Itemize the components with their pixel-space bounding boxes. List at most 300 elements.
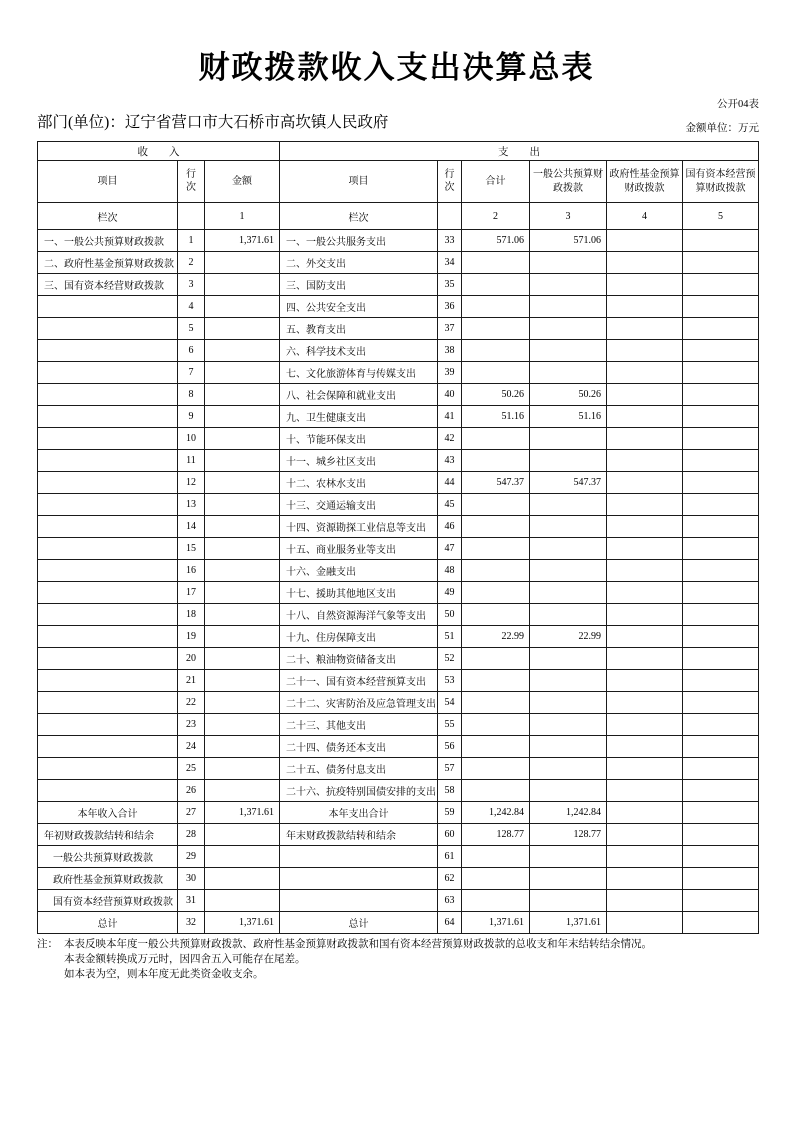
expense-state-capital-cell <box>683 494 759 516</box>
income-row-no-cell: 12 <box>178 472 205 494</box>
department-label: 部门(单位)： <box>37 114 125 131</box>
income-row-no-cell: 9 <box>178 406 205 428</box>
income-item-cell <box>38 780 178 802</box>
expense-row-no-cell: 33 <box>438 230 462 252</box>
expense-item-cell: 八、社会保障和就业支出 <box>280 384 438 406</box>
income-amount-cell: 1,371.61 <box>205 230 280 252</box>
expense-row-no-cell: 47 <box>438 538 462 560</box>
expense-row-no-cell: 34 <box>438 252 462 274</box>
expense-total-cell <box>462 780 530 802</box>
expense-gov-fund-cell <box>607 362 683 384</box>
expense-general-cell: 51.16 <box>530 406 607 428</box>
expense-gov-fund-cell <box>607 538 683 560</box>
income-row-no-cell: 21 <box>178 670 205 692</box>
expense-item-cell: 十七、援助其他地区支出 <box>280 582 438 604</box>
column-header-row <box>38 161 759 203</box>
expense-state-capital-cell <box>683 296 759 318</box>
index-gov-fund: 4 <box>607 203 683 230</box>
expense-state-capital-cell <box>683 582 759 604</box>
expense-general-cell: 571.06 <box>530 230 607 252</box>
expense-total-cell <box>462 736 530 758</box>
income-row-no-cell: 15 <box>178 538 205 560</box>
income-row-no-cell: 18 <box>178 604 205 626</box>
expense-row-no-cell: 48 <box>438 560 462 582</box>
expense-section-header: 支 出 <box>280 142 759 161</box>
index-state-capital: 5 <box>683 203 759 230</box>
income-amount-cell: 1,371.61 <box>205 912 280 934</box>
expense-item-cell: 十三、交通运输支出 <box>280 494 438 516</box>
income-row-no-cell: 5 <box>178 318 205 340</box>
footnote-text: 本表反映本年度一般公共预算财政拨款、政府性基金预算财政拨款和国有资本经营预算财政拨款的总收支和年末结转结余情况。 <box>64 939 652 950</box>
expense-item-cell: 十、节能环保支出 <box>280 428 438 450</box>
income-amount-cell <box>205 604 280 626</box>
expense-general-cell <box>530 450 607 472</box>
expense-general-cell: 1,242.84 <box>530 802 607 824</box>
page-title: 财政拨款收入支出决算总表 <box>198 50 595 86</box>
table-row <box>38 780 759 802</box>
expense-item-cell: 二十六、抗疫特别国债安排的支出 <box>280 780 438 802</box>
footnotes <box>37 937 763 982</box>
col-header-general-budget: 一般公共预算财政拨款 <box>530 161 607 203</box>
expense-gov-fund-cell <box>607 230 683 252</box>
income-amount-cell <box>205 670 280 692</box>
income-row-no-cell: 16 <box>178 560 205 582</box>
column-index-row <box>38 203 759 230</box>
income-amount-cell <box>205 582 280 604</box>
income-row-no-cell: 11 <box>178 450 205 472</box>
expense-state-capital-cell <box>683 846 759 868</box>
table-body <box>38 230 759 934</box>
department-line <box>37 110 388 132</box>
expense-gov-fund-cell <box>607 736 683 758</box>
table-row <box>38 648 759 670</box>
expense-general-cell: 50.26 <box>530 384 607 406</box>
expense-state-capital-cell <box>683 340 759 362</box>
expense-row-no-cell: 61 <box>438 846 462 868</box>
income-row-no-cell: 31 <box>178 890 205 912</box>
expense-total-cell <box>462 340 530 362</box>
footnote-line: 如本表为空，则本年度无此类资金收支余。 <box>64 969 264 980</box>
expense-gov-fund-cell <box>607 626 683 648</box>
expense-total-cell <box>462 274 530 296</box>
expense-gov-fund-cell <box>607 384 683 406</box>
expense-total-cell: 1,371.61 <box>462 912 530 934</box>
income-row-no-cell: 7 <box>178 362 205 384</box>
income-item-cell <box>38 516 178 538</box>
expense-row-no-cell: 42 <box>438 428 462 450</box>
col-header-gov-fund-budget: 政府性基金预算财政拨款 <box>607 161 683 203</box>
income-row-no-cell: 3 <box>178 274 205 296</box>
expense-state-capital-cell <box>683 912 759 934</box>
table-row <box>38 912 759 934</box>
table-row <box>38 252 759 274</box>
income-row-no-cell: 28 <box>178 824 205 846</box>
income-item-cell <box>38 582 178 604</box>
income-amount-cell <box>205 538 280 560</box>
expense-total-cell <box>462 670 530 692</box>
table-row <box>38 384 759 406</box>
income-row-no-cell: 22 <box>178 692 205 714</box>
expense-row-no-cell: 55 <box>438 714 462 736</box>
expense-row-no-cell: 58 <box>438 780 462 802</box>
table-row <box>38 274 759 296</box>
income-item-cell <box>38 670 178 692</box>
income-amount-cell <box>205 406 280 428</box>
table-row <box>38 714 759 736</box>
expense-general-cell: 22.99 <box>530 626 607 648</box>
expense-gov-fund-cell <box>607 296 683 318</box>
expense-gov-fund-cell <box>607 714 683 736</box>
income-amount-cell <box>205 890 280 912</box>
income-amount-cell <box>205 362 280 384</box>
income-item-cell <box>38 384 178 406</box>
income-item-cell <box>38 560 178 582</box>
expense-item-cell: 七、文化旅游体育与传媒支出 <box>280 362 438 384</box>
income-amount-cell <box>205 758 280 780</box>
expense-item-cell: 二、外交支出 <box>280 252 438 274</box>
expense-total-cell <box>462 648 530 670</box>
expense-item-cell: 总计 <box>280 912 438 934</box>
expense-general-cell <box>530 516 607 538</box>
expense-item-cell: 本年支出合计 <box>280 802 438 824</box>
expense-gov-fund-cell <box>607 824 683 846</box>
table-row <box>38 736 759 758</box>
expense-item-cell <box>280 890 438 912</box>
expense-total-cell <box>462 868 530 890</box>
expense-item-cell: 十二、农林水支出 <box>280 472 438 494</box>
expense-total-cell: 51.16 <box>462 406 530 428</box>
expense-state-capital-cell <box>683 274 759 296</box>
expense-item-cell: 二十二、灾害防治及应急管理支出 <box>280 692 438 714</box>
table-row <box>38 626 759 648</box>
income-row-no-cell: 20 <box>178 648 205 670</box>
table-row <box>38 846 759 868</box>
expense-row-no-cell: 54 <box>438 692 462 714</box>
expense-item-cell: 年末财政拨款结转和结余 <box>280 824 438 846</box>
expense-row-no-cell: 57 <box>438 758 462 780</box>
fiscal-table <box>37 141 759 934</box>
income-section-header: 收 入 <box>38 142 280 161</box>
income-row-no-cell: 14 <box>178 516 205 538</box>
expense-gov-fund-cell <box>607 340 683 362</box>
income-item-cell: 二、政府性基金预算财政拨款 <box>38 252 178 274</box>
table-row <box>38 824 759 846</box>
income-item-cell <box>38 340 178 362</box>
expense-gov-fund-cell <box>607 912 683 934</box>
income-item-cell <box>38 648 178 670</box>
table-row <box>38 890 759 912</box>
income-item-cell: 政府性基金预算财政拨款 <box>38 868 178 890</box>
income-item-cell <box>38 318 178 340</box>
table-row <box>38 868 759 890</box>
income-amount-cell <box>205 560 280 582</box>
col-header-income-row-no: 行次 <box>178 161 205 203</box>
expense-general-cell <box>530 362 607 384</box>
department-name: 辽宁省营口市大石桥市高坎镇人民政府 <box>124 114 389 131</box>
income-row-no-cell: 30 <box>178 868 205 890</box>
expense-state-capital-cell <box>683 670 759 692</box>
income-item-cell <box>38 758 178 780</box>
expense-general-cell <box>530 648 607 670</box>
expense-general-cell <box>530 736 607 758</box>
expense-item-cell: 二十四、债务还本支出 <box>280 736 438 758</box>
income-item-cell <box>38 296 178 318</box>
col-header-expense-row-no: 行次 <box>438 161 462 203</box>
expense-state-capital-cell <box>683 472 759 494</box>
table-row <box>38 538 759 560</box>
expense-gov-fund-cell <box>607 428 683 450</box>
income-amount-cell <box>205 274 280 296</box>
expense-gov-fund-cell <box>607 692 683 714</box>
table-row <box>38 450 759 472</box>
expense-total-cell <box>462 428 530 450</box>
income-item-cell <box>38 362 178 384</box>
income-row-no-cell: 25 <box>178 758 205 780</box>
table-row <box>38 296 759 318</box>
expense-item-cell: 十四、资源勘探工业信息等支出 <box>280 516 438 538</box>
index-general: 3 <box>530 203 607 230</box>
expense-row-no-cell: 43 <box>438 450 462 472</box>
expense-total-cell <box>462 538 530 560</box>
expense-state-capital-cell <box>683 428 759 450</box>
table-row <box>38 318 759 340</box>
expense-general-cell <box>530 714 607 736</box>
expense-state-capital-cell <box>683 318 759 340</box>
income-amount-cell <box>205 428 280 450</box>
income-item-cell <box>38 472 178 494</box>
col-header-expense-item: 项目 <box>280 161 438 203</box>
income-row-no-cell: 27 <box>178 802 205 824</box>
expense-gov-fund-cell <box>607 868 683 890</box>
expense-total-cell <box>462 296 530 318</box>
income-amount-cell <box>205 736 280 758</box>
expense-general-cell: 547.37 <box>530 472 607 494</box>
expense-gov-fund-cell <box>607 252 683 274</box>
expense-gov-fund-cell <box>607 318 683 340</box>
expense-row-no-cell: 62 <box>438 868 462 890</box>
expense-state-capital-cell <box>683 626 759 648</box>
expense-state-capital-cell <box>683 604 759 626</box>
expense-total-cell <box>462 560 530 582</box>
expense-item-cell <box>280 868 438 890</box>
table-row <box>38 494 759 516</box>
expense-row-no-cell: 52 <box>438 648 462 670</box>
expense-item-cell: 一、一般公共服务支出 <box>280 230 438 252</box>
expense-state-capital-cell <box>683 450 759 472</box>
expense-row-no-cell: 39 <box>438 362 462 384</box>
expense-gov-fund-cell <box>607 780 683 802</box>
income-amount-cell <box>205 252 280 274</box>
expense-gov-fund-cell <box>607 670 683 692</box>
index-cell <box>438 203 462 230</box>
expense-item-cell: 二十一、国有资本经营预算支出 <box>280 670 438 692</box>
expense-state-capital-cell <box>683 758 759 780</box>
expense-total-cell <box>462 714 530 736</box>
index-cell <box>178 203 205 230</box>
expense-total-cell <box>462 318 530 340</box>
expense-gov-fund-cell <box>607 802 683 824</box>
expense-state-capital-cell <box>683 406 759 428</box>
table-row <box>38 758 759 780</box>
expense-state-capital-cell <box>683 736 759 758</box>
expense-general-cell <box>530 692 607 714</box>
table-row <box>38 516 759 538</box>
expense-state-capital-cell <box>683 516 759 538</box>
expense-general-cell <box>530 428 607 450</box>
expense-general-cell <box>530 538 607 560</box>
expense-row-no-cell: 35 <box>438 274 462 296</box>
expense-row-no-cell: 59 <box>438 802 462 824</box>
expense-gov-fund-cell <box>607 472 683 494</box>
income-amount-cell <box>205 868 280 890</box>
income-row-no-cell: 2 <box>178 252 205 274</box>
expense-total-cell: 50.26 <box>462 384 530 406</box>
expense-item-cell <box>280 846 438 868</box>
expense-gov-fund-cell <box>607 516 683 538</box>
income-amount-cell <box>205 450 280 472</box>
income-row-no-cell: 29 <box>178 846 205 868</box>
expense-general-cell <box>530 670 607 692</box>
index-income-label: 栏次 <box>38 203 178 230</box>
income-amount-cell <box>205 846 280 868</box>
expense-gov-fund-cell <box>607 450 683 472</box>
income-row-no-cell: 19 <box>178 626 205 648</box>
income-amount-cell <box>205 824 280 846</box>
expense-general-cell: 1,371.61 <box>530 912 607 934</box>
income-item-cell: 年初财政拨款结转和结余 <box>38 824 178 846</box>
expense-row-no-cell: 63 <box>438 890 462 912</box>
expense-row-no-cell: 36 <box>438 296 462 318</box>
expense-general-cell <box>530 274 607 296</box>
expense-general-cell <box>530 604 607 626</box>
table-row <box>38 428 759 450</box>
expense-total-cell <box>462 582 530 604</box>
expense-state-capital-cell <box>683 560 759 582</box>
expense-state-capital-cell <box>683 802 759 824</box>
expense-gov-fund-cell <box>607 648 683 670</box>
income-item-cell: 三、国有资本经营财政拨款 <box>38 274 178 296</box>
expense-item-cell: 十九、住房保障支出 <box>280 626 438 648</box>
col-header-income-amount: 金额 <box>205 161 280 203</box>
expense-item-cell: 十六、金融支出 <box>280 560 438 582</box>
income-item-cell <box>38 714 178 736</box>
expense-general-cell <box>530 560 607 582</box>
expense-state-capital-cell <box>683 868 759 890</box>
expense-row-no-cell: 37 <box>438 318 462 340</box>
expense-gov-fund-cell <box>607 846 683 868</box>
income-row-no-cell: 17 <box>178 582 205 604</box>
expense-state-capital-cell <box>683 692 759 714</box>
expense-row-no-cell: 49 <box>438 582 462 604</box>
expense-row-no-cell: 51 <box>438 626 462 648</box>
income-amount-cell: 1,371.61 <box>205 802 280 824</box>
income-row-no-cell: 24 <box>178 736 205 758</box>
expense-general-cell <box>530 780 607 802</box>
expense-total-cell <box>462 450 530 472</box>
expense-row-no-cell: 45 <box>438 494 462 516</box>
expense-total-cell <box>462 758 530 780</box>
expense-row-no-cell: 53 <box>438 670 462 692</box>
income-amount-cell <box>205 692 280 714</box>
expense-state-capital-cell <box>683 384 759 406</box>
income-amount-cell <box>205 472 280 494</box>
expense-item-cell: 十一、城乡社区支出 <box>280 450 438 472</box>
expense-total-cell <box>462 516 530 538</box>
table-row <box>38 230 759 252</box>
expense-general-cell <box>530 252 607 274</box>
expense-item-cell: 二十五、债务付息支出 <box>280 758 438 780</box>
expense-general-cell: 128.77 <box>530 824 607 846</box>
expense-state-capital-cell <box>683 714 759 736</box>
expense-gov-fund-cell <box>607 758 683 780</box>
footnote-line <box>37 937 763 952</box>
expense-total-cell <box>462 692 530 714</box>
expense-total-cell <box>462 890 530 912</box>
expense-row-no-cell: 46 <box>438 516 462 538</box>
expense-row-no-cell: 64 <box>438 912 462 934</box>
income-item-cell <box>38 538 178 560</box>
expense-row-no-cell: 56 <box>438 736 462 758</box>
expense-gov-fund-cell <box>607 274 683 296</box>
income-amount-cell <box>205 296 280 318</box>
income-item-cell: 国有资本经营预算财政拨款 <box>38 890 178 912</box>
expense-general-cell <box>530 296 607 318</box>
expense-state-capital-cell <box>683 230 759 252</box>
expense-general-cell <box>530 318 607 340</box>
expense-total-cell <box>462 604 530 626</box>
income-row-no-cell: 8 <box>178 384 205 406</box>
index-expense-label: 栏次 <box>280 203 438 230</box>
income-row-no-cell: 10 <box>178 428 205 450</box>
income-amount-cell <box>205 494 280 516</box>
table-row <box>38 802 759 824</box>
expense-gov-fund-cell <box>607 494 683 516</box>
expense-state-capital-cell <box>683 362 759 384</box>
col-header-income-item: 项目 <box>38 161 178 203</box>
income-item-cell <box>38 692 178 714</box>
expense-state-capital-cell <box>683 780 759 802</box>
expense-state-capital-cell <box>683 538 759 560</box>
expense-gov-fund-cell <box>607 560 683 582</box>
income-amount-cell <box>205 626 280 648</box>
income-item-cell <box>38 428 178 450</box>
expense-general-cell <box>530 868 607 890</box>
expense-general-cell <box>530 494 607 516</box>
expense-item-cell: 五、教育支出 <box>280 318 438 340</box>
income-item-cell: 总计 <box>38 912 178 934</box>
table-row <box>38 472 759 494</box>
expense-gov-fund-cell <box>607 582 683 604</box>
income-item-cell <box>38 604 178 626</box>
income-row-no-cell: 1 <box>178 230 205 252</box>
income-item-cell: 本年收入合计 <box>38 802 178 824</box>
income-item-cell: 一、一般公共预算财政拨款 <box>38 230 178 252</box>
table-row <box>38 582 759 604</box>
expense-item-cell: 二十、粮油物资储备支出 <box>280 648 438 670</box>
income-row-no-cell: 6 <box>178 340 205 362</box>
income-row-no-cell: 26 <box>178 780 205 802</box>
expense-gov-fund-cell <box>607 604 683 626</box>
expense-general-cell <box>530 582 607 604</box>
expense-general-cell <box>530 890 607 912</box>
expense-state-capital-cell <box>683 824 759 846</box>
expense-item-cell: 三、国防支出 <box>280 274 438 296</box>
expense-gov-fund-cell <box>607 890 683 912</box>
expense-state-capital-cell <box>683 252 759 274</box>
sheet-label: 公开04表 <box>717 99 759 110</box>
index-total: 2 <box>462 203 530 230</box>
income-amount-cell <box>205 318 280 340</box>
